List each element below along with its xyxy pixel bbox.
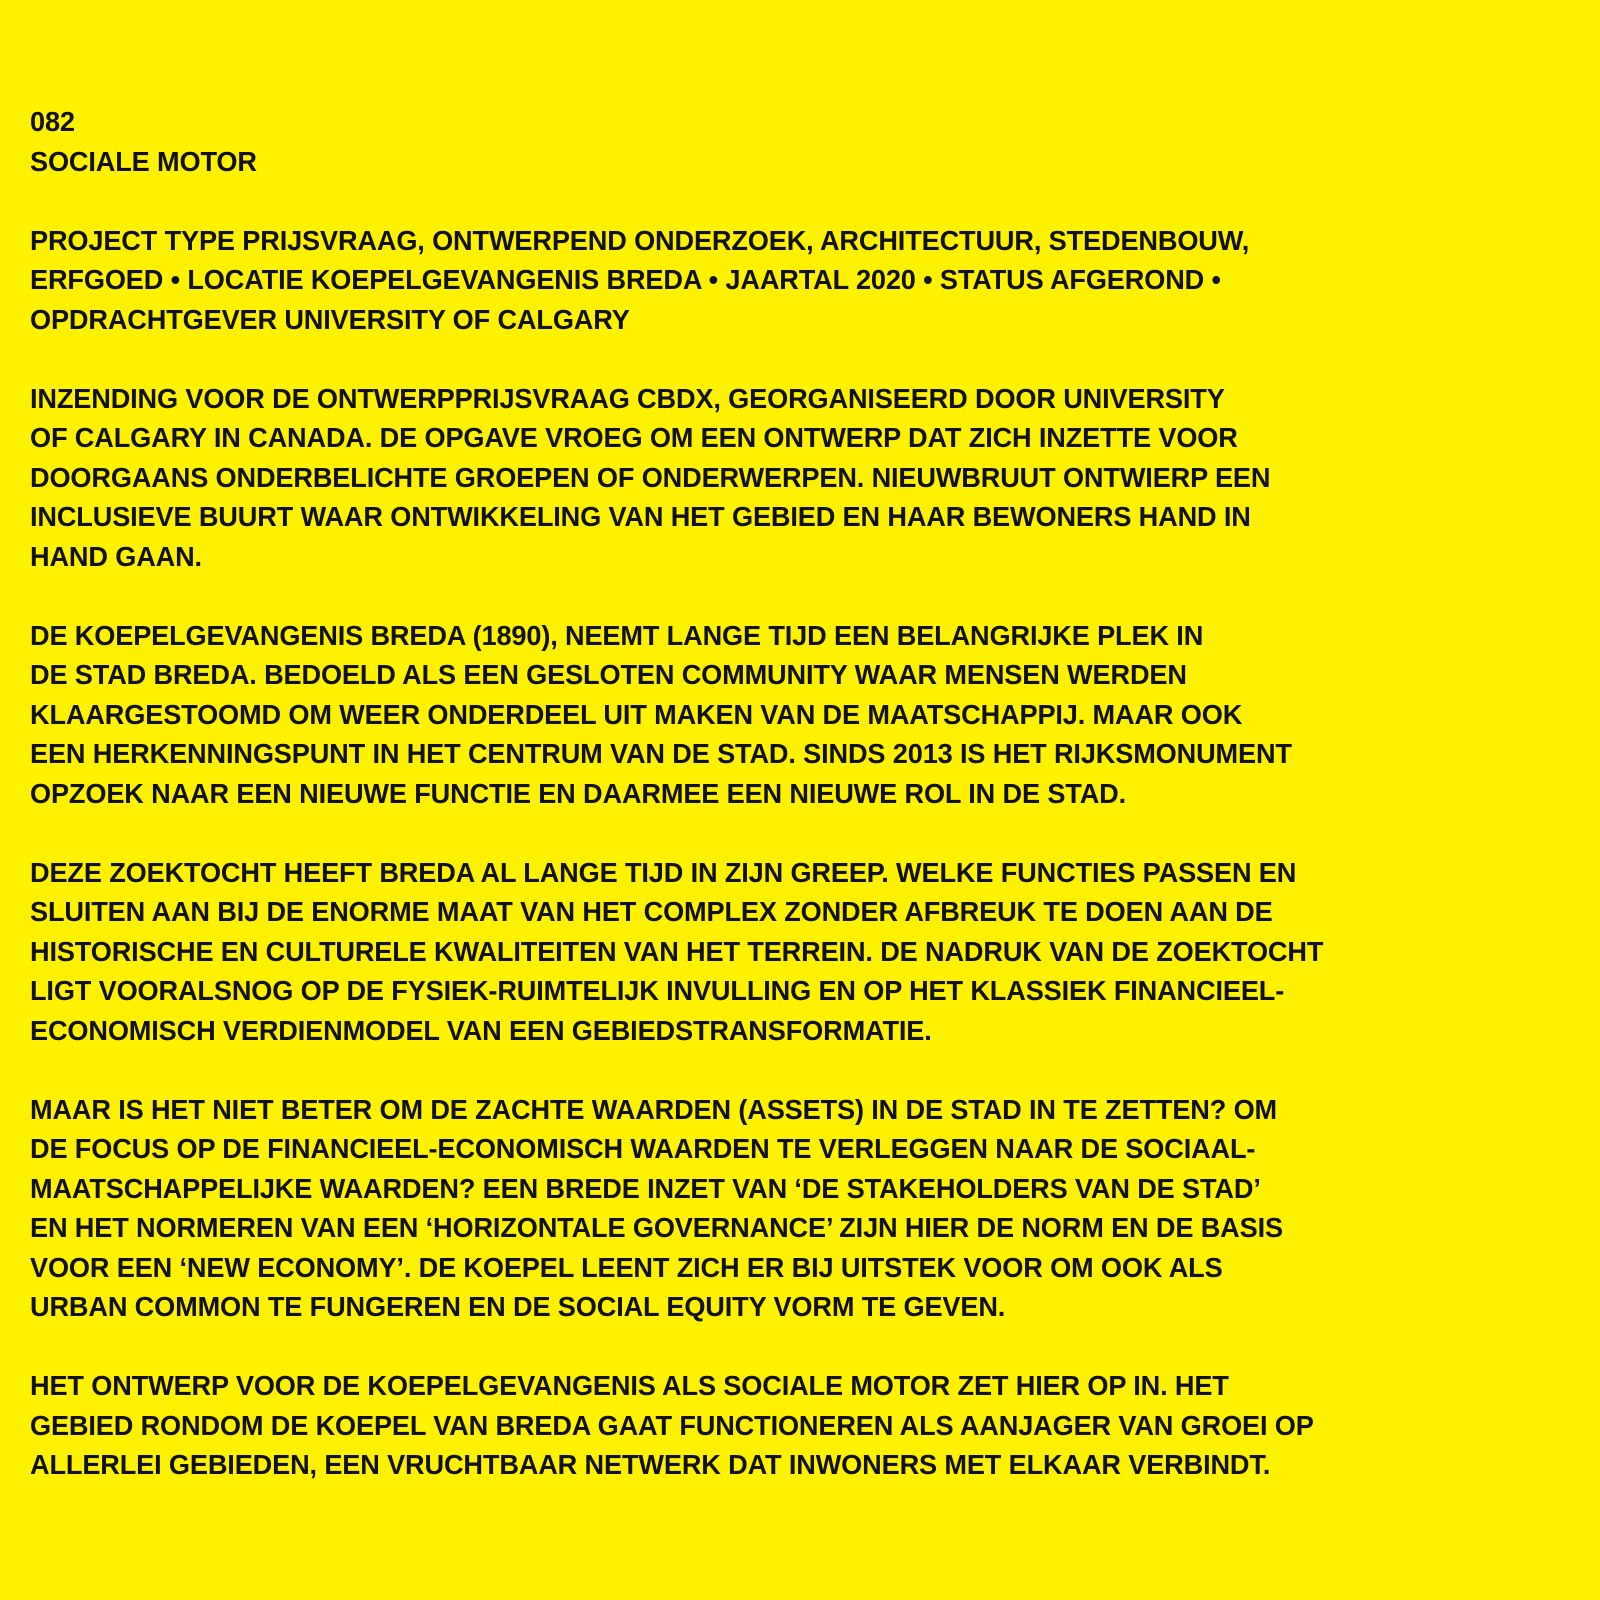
paragraph-line: HET ONTWERP VOOR DE KOEPELGEVANGENIS ALS SOCIALE MOTOR ZET HIER OP IN. HET xyxy=(30,1370,1229,1401)
paragraph-line: DE FOCUS OP DE FINANCIEEL-ECONOMISCH WAARDEN TE VERLEGGEN NAAR DE SOCIAAL- xyxy=(30,1133,1256,1164)
paragraph-line: EEN HERKENNINGSPUNT IN HET CENTRUM VAN DE STAD. SINDS 2013 IS HET RIJKSMONUMENT xyxy=(30,738,1292,769)
spacer xyxy=(30,576,1590,616)
project-title: SOCIALE MOTOR xyxy=(30,145,257,177)
paragraph-search xyxy=(30,853,1590,1051)
paragraph-line: OF CALGARY IN CANADA. DE OPGAVE VROEG OM EEN ONTWERP DAT ZICH INZETTE VOOR xyxy=(30,422,1238,453)
paragraph-line: ECONOMISCH VERDIENMODEL VAN EEN GEBIEDSTRANSFORMATIE. xyxy=(30,1014,932,1046)
paragraph-line: INCLUSIEVE BUURT WAAR ONTWIKKELING VAN HET GEBIED EN HAAR BEWONERS HAND IN xyxy=(30,501,1251,532)
paragraph-line: DE STAD BREDA. BEDOELD ALS EEN GESLOTEN COMMUNITY WAAR MENSEN WERDEN xyxy=(30,659,1187,690)
paragraph-line: KLAARGESTOOMD OM WEER ONDERDEEL UIT MAKEN VAN DE MAATSCHAPPIJ. MAAR OOK xyxy=(30,698,1243,730)
project-number: 082 xyxy=(30,106,75,137)
project-meta xyxy=(30,221,1590,340)
meta-line: PROJECT TYPE PRIJSVRAAG, ONTWERPEND ONDERZOEK, ARCHITECTUUR, STEDENBOUW, xyxy=(30,224,1250,256)
paragraph-history xyxy=(30,616,1590,814)
paragraph-line: DEZE ZOEKTOCHT HEEFT BREDA AL LANGE TIJD IN ZIJN GREEP. WELKE FUNCTIES PASSEN EN xyxy=(30,856,1297,888)
paragraph-line: URBAN COMMON TE FUNGEREN EN DE SOCIAL EQUITY VORM TE GEVEN. xyxy=(30,1291,1006,1322)
paragraph-line: ALLERLEI GEBIEDEN, EEN VRUCHTBAAR NETWERK DAT INWONERS MET ELKAAR VERBINDT. xyxy=(30,1449,1271,1480)
paragraph-line: EN HET NORMEREN VAN EEN ‘HORIZONTALE GOVERNANCE’ ZIJN HIER DE NORM EN DE BASIS xyxy=(30,1212,1283,1243)
paragraph-line: GEBIED RONDOM DE KOEPEL VAN BREDA GAAT FUNCTIONEREN ALS AANJAGER VAN GROEI OP xyxy=(30,1409,1314,1441)
paragraph-line: HAND GAAN. xyxy=(30,540,202,572)
paragraph-design xyxy=(30,1366,1590,1485)
spacer xyxy=(30,1050,1590,1090)
paragraph-submission xyxy=(30,379,1590,577)
paragraph-line: DOORGAANS ONDERBELICHTE GROEPEN OF ONDERWERPEN. NIEUWBRUUT ONTWIERP EEN xyxy=(30,461,1271,493)
spacer xyxy=(30,1327,1590,1367)
paragraph-line: MAATSCHAPPELIJKE WAARDEN? EEN BREDE INZET VAN ‘DE STAKEHOLDERS VAN DE STAD’ xyxy=(30,1172,1261,1204)
project-sheet xyxy=(30,102,1590,1485)
paragraph-line: LIGT VOORALSNOG OP DE FYSIEK-RUIMTELIJK INVULLING EN OP HET KLASSIEK FINANCIEEL- xyxy=(30,975,1285,1006)
paragraph-line: INZENDING VOOR DE ONTWERPPRIJSVRAAG CBDX, GEORGANISEERD DOOR UNIVERSITY xyxy=(30,382,1225,414)
paragraph-line: MAAR IS HET NIET BETER OM DE ZACHTE WAARDEN (ASSETS) IN DE STAD IN TE ZETTEN? OM xyxy=(30,1093,1278,1125)
paragraph-soft-values xyxy=(30,1090,1590,1327)
paragraph-line: SLUITEN AAN BIJ DE ENORME MAAT VAN HET COMPLEX ZONDER AFBREUK TE DOEN AAN DE xyxy=(30,896,1273,927)
meta-line: ERFGOED • LOCATIE KOEPELGEVANGENIS BREDA • JAARTAL 2020 • STATUS AFGEROND • xyxy=(30,264,1221,295)
spacer xyxy=(30,339,1590,379)
paragraph-line: OPZOEK NAAR EEN NIEUWE FUNCTIE EN DAARMEE EEN NIEUWE ROL IN DE STAD. xyxy=(30,777,1127,809)
paragraph-line: DE KOEPELGEVANGENIS BREDA (1890), NEEMT LANGE TIJD EEN BELANGRIJKE PLEK IN xyxy=(30,619,1204,651)
paragraph-line: VOOR EEN ‘NEW ECONOMY’. DE KOEPEL LEENT ZICH ER BIJ UITSTEK VOOR OM OOK ALS xyxy=(30,1251,1223,1283)
paragraph-line: HISTORISCHE EN CULTURELE KWALITEITEN VAN HET TERREIN. DE NADRUK VAN DE ZOEKTOCHT xyxy=(30,935,1324,967)
spacer xyxy=(30,813,1590,853)
spacer xyxy=(30,181,1590,221)
meta-line: OPDRACHTGEVER UNIVERSITY OF CALGARY xyxy=(30,303,630,335)
